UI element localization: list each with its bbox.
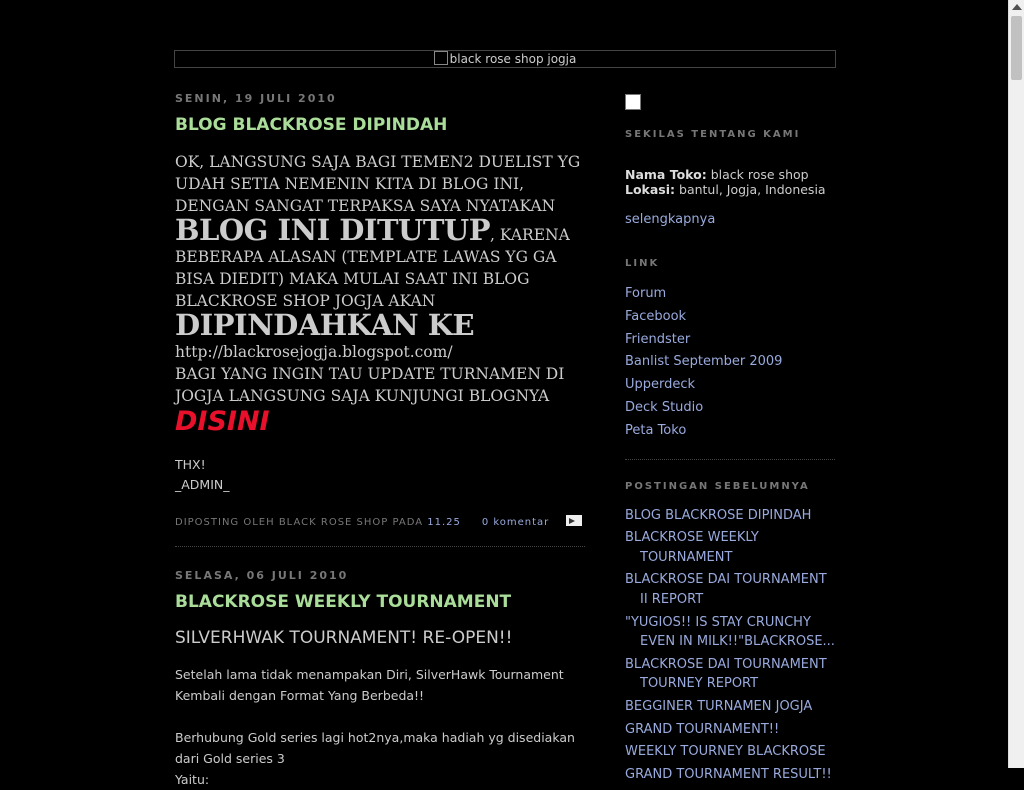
- post: [175, 569, 585, 790]
- post-url: http://blackrosejogja.blogspot.com/: [175, 343, 453, 361]
- post-emphasis: BLOG INI DITUTUP: [175, 213, 491, 247]
- location-value: bantul, Jogja, Indonesia: [679, 182, 826, 197]
- sidebar-link[interactable]: Deck Studio: [625, 399, 704, 415]
- recent-post-link[interactable]: BEGGINER TURNAMEN JOGJA: [625, 699, 813, 715]
- sidebar-link[interactable]: Banlist September 2009: [625, 354, 783, 370]
- vertical-scrollbar[interactable]: [1008, 0, 1024, 768]
- post-text: BAGI YANG INGIN TAU UPDATE TURNAMEN DI JOGJA LANGSUNG SAJA KUNJUNGI BLOGNYA: [175, 365, 565, 405]
- profile-more-link[interactable]: selengkapnya: [625, 212, 716, 227]
- post-paragraph: Setelah lama tidak menampakan Diri, SilverHawk Tournament Kembali dengan Format Yang Berbeda!!: [175, 667, 564, 703]
- scroll-up-arrow-icon[interactable]: [1012, 4, 1022, 10]
- email-post-icon[interactable]: [566, 515, 582, 526]
- post-thx: THX!: [175, 457, 206, 472]
- sidebar-link[interactable]: Friendster: [625, 331, 691, 347]
- post-title[interactable]: BLOG BLACKROSE DIPINDAH: [175, 115, 448, 135]
- post-paragraph: Berhubung Gold series lagi hot2nya,maka hadiah yg disediakan dari Gold series 3: [175, 730, 575, 766]
- sidebar-heading: LINK: [625, 258, 660, 269]
- recent-post-link[interactable]: GRAND TOURNAMENT!!: [625, 721, 780, 737]
- post: [175, 92, 585, 547]
- post-title[interactable]: BLACKROSE WEEKLY TOURNAMENT: [175, 592, 512, 612]
- recent-post-link[interactable]: "YUGIOS!! IS STAY CRUNCHY EVEN IN MILK!!"BLACKROSE...: [625, 614, 835, 650]
- post-body: [175, 151, 585, 495]
- broken-image-icon: [625, 94, 641, 110]
- links-list: [625, 283, 835, 443]
- sidebar-heading: POSTINGAN SEBELUMNYA: [625, 480, 810, 492]
- recent-post-link[interactable]: BLACKROSE DAI TOURNAMENT II REPORT: [625, 572, 827, 607]
- post-text: , KARENA BEBERAPA ALASAN (TEMPLATE LAWAS YG GA BISA DIEDIT) MAKA MULAI SAAT INI BLOG BLACKROSE SHOP JOGJA AKAN: [175, 226, 570, 310]
- recent-post-link[interactable]: GRAND TOURNAMENT RESULT!!: [625, 767, 832, 783]
- sidebar-link[interactable]: Forum: [625, 286, 667, 301]
- broken-image-icon: [434, 51, 448, 65]
- recent-posts-list: [625, 506, 835, 785]
- shop-value: black rose shop: [710, 167, 809, 182]
- disini-link[interactable]: DISINI: [175, 406, 270, 437]
- post-signature: _ADMIN_: [175, 477, 230, 492]
- location-label: Lokasi:: [625, 182, 676, 197]
- post-subtitle: SILVERHWAK TOURNAMENT! RE-OPEN!!: [175, 628, 513, 648]
- sidebar-divider: [625, 459, 835, 460]
- profile-info: [625, 167, 835, 197]
- post-emphasis: DIPINDAHKAN KE: [175, 308, 475, 342]
- sidebar-link[interactable]: Upperdeck: [625, 377, 696, 393]
- header-image-alt: black rose shop jogja: [449, 52, 577, 66]
- recent-post-link[interactable]: WEEKLY TOURNEY BLACKROSE: [625, 744, 826, 760]
- sidebar-link[interactable]: Peta Toko: [625, 422, 687, 438]
- post-date: SELASA, 06 JULI 2010: [175, 569, 349, 582]
- post-author: DIPOSTING OLEH BLACK ROSE SHOP PADA: [175, 517, 424, 528]
- shop-label: Nama Toko:: [625, 167, 707, 182]
- post-timestamp-link[interactable]: 11.25: [427, 517, 461, 528]
- post-footer: [175, 515, 585, 547]
- recent-post-link[interactable]: BLACKROSE WEEKLY TOURNAMENT: [625, 530, 759, 565]
- sidebar-heading: SEKILAS TENTANG KAMI: [625, 129, 801, 140]
- blog-header[interactable]: [174, 50, 836, 68]
- recent-post-link[interactable]: BLACKROSE DAI TOURNAMENT TOURNEY REPORT: [625, 656, 827, 692]
- comments-link[interactable]: 0 komentar: [481, 517, 550, 528]
- main-column: [175, 92, 585, 790]
- post-body: [175, 664, 585, 790]
- post-text: OK, LANGSUNG SAJA BAGI TEMEN2 DUELIST YG UDAH SETIA NEMENIN KITA DI BLOG INI, DENGAN SANGAT TERPAKSA SAYA NYATAKAN: [175, 153, 581, 215]
- recent-post-link[interactable]: BLOG BLACKROSE DIPINDAH: [625, 507, 812, 523]
- sidebar: [625, 94, 835, 788]
- sidebar-link[interactable]: Facebook: [625, 308, 687, 324]
- scrollbar-thumb[interactable]: [1011, 16, 1022, 80]
- post-date: SENIN, 19 JULI 2010: [175, 92, 337, 105]
- post-paragraph: Yaitu:: [175, 772, 210, 787]
